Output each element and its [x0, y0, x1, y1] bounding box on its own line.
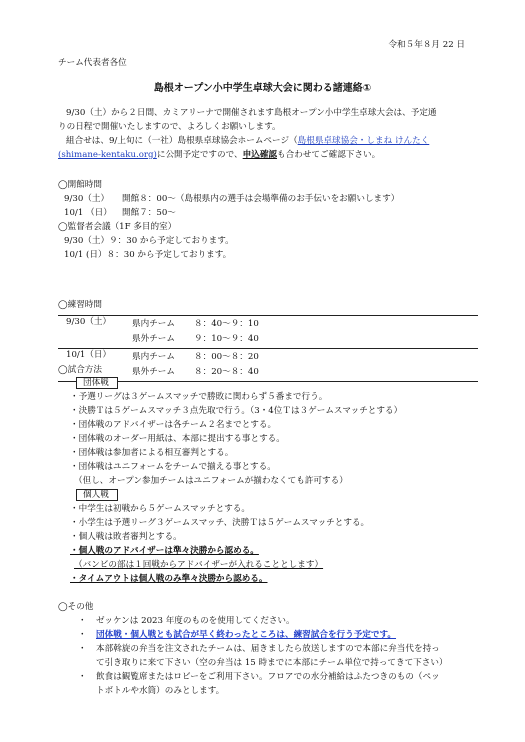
- practice-day: 9/30（土）: [58, 316, 128, 349]
- practice-slot: [132, 350, 474, 365]
- intro-line-4-post: も合わせてご確認下さい。: [277, 150, 381, 160]
- list-item: ・小学生は予選リーグ３ゲームスマッチ、決勝Ｔは５ゲームスマッチとする。: [70, 518, 370, 528]
- practice-slot: [132, 365, 474, 380]
- practice-table: [58, 315, 478, 382]
- practice-time: ８：20～８：40: [194, 367, 259, 377]
- opening-heading: ◯開館時間: [58, 180, 102, 190]
- match-heading: ◯試合方法: [58, 365, 102, 375]
- opening-item: [64, 208, 176, 218]
- table-row: [58, 316, 478, 349]
- opening-item: [64, 194, 399, 204]
- list-item-emphasis: ・個人戦のアドバイザーは準々決勝から認める。: [70, 546, 259, 556]
- kentaku-link[interactable]: 島根県卓球協会・しまね けんたく: [297, 136, 430, 146]
- list-item-note: （バンビの部は１回戦からアドバイザーが入れることとします）: [74, 560, 324, 570]
- individual-match-label: [76, 490, 118, 500]
- meeting-heading: ◯監督者会議（1F 多目的室）: [58, 222, 177, 232]
- other-item-text: トボトルや水筒）のみとします。: [96, 686, 225, 696]
- intro-line-4-mid: に公開予定ですので、: [156, 150, 243, 160]
- opening-text: 開館８：00～（島根県内の選手は会場準備のお手伝いをお願いします）: [122, 194, 400, 204]
- bullet: ・: [78, 672, 87, 682]
- document-date: 令和５年８月 22 日: [388, 40, 465, 50]
- other-item-text: 本部斡旋の弁当を注文されたチームは、届きましたら放送しますので本部に弁当代を持っ: [96, 644, 440, 654]
- practice-slot: [132, 317, 474, 332]
- practice-time: ８：00～８：20: [194, 352, 259, 362]
- practice-heading: ◯練習時間: [58, 300, 102, 310]
- list-item: ・団体戦はユニフォームをチームで揃える事とする。: [70, 462, 276, 472]
- team-match-label-text: 団体戦: [76, 377, 118, 389]
- kentaku-url-link[interactable]: (shimane-kentaku.org): [58, 150, 157, 160]
- meeting-item: 10/1 (日）８：30 から予定しております。: [64, 250, 232, 260]
- practice-team: 県外チーム: [132, 367, 175, 377]
- intro-line-3: [66, 136, 486, 146]
- other-item-text: 飲食は観覧席またはロビーをご利用下さい。フロアでの水分補給はふたつきのもの（ペッ: [96, 672, 440, 682]
- practice-slot: [132, 332, 474, 347]
- bullet: ・: [78, 616, 87, 626]
- list-item: ・団体戦のオーダー用紙は、本部に提出する事とする。: [70, 434, 285, 444]
- list-item: ・中学生は初戦から５ゲームスマッチとする。: [70, 504, 250, 514]
- individual-match-label-text: 個人戦: [76, 489, 118, 501]
- other-heading: ◯その他: [58, 602, 94, 612]
- intro-line-4: [58, 150, 478, 160]
- team-match-label: [76, 378, 118, 388]
- meeting-item: 9/30（土）９：30 から予定しております。: [64, 236, 234, 246]
- other-item-text: て引き取りに来て下さい（空の弁当は 15 時までに本部にチーム単位で持ってきて下さい）: [96, 658, 448, 668]
- document-title: 島根オープン小中学生卓球大会に関わる諸連絡①: [153, 83, 372, 94]
- practice-time: ８：40～９：10: [194, 319, 259, 329]
- list-item: （但し、オープン参加チームはユニフォームが揃わなくても許可する）: [74, 476, 348, 486]
- practice-team: 県外チーム: [132, 334, 175, 344]
- list-item: ・団体戦のアドバイザーは各チーム２名までとする。: [70, 420, 277, 430]
- bullet: ・: [78, 644, 87, 654]
- entry-confirmation: 申込確認: [242, 150, 278, 160]
- bullet: ・: [78, 630, 87, 640]
- practice-team: 県内チーム: [132, 352, 175, 362]
- opening-text: 開館７：50～: [122, 208, 176, 218]
- opening-day: 10/1 （日）: [64, 208, 112, 218]
- addressee: チーム代表者各位: [58, 58, 127, 68]
- table-row: [58, 349, 478, 382]
- other-item-text: 団体戦・個人戦とも試合が早く終わったところは、練習試合を行う予定です。: [96, 630, 397, 640]
- list-item: ・団体戦は参加者による相互審判とする。: [70, 448, 234, 458]
- practice-team: 県内チーム: [132, 319, 175, 329]
- practice-time: ９：10～９：40: [194, 334, 259, 344]
- practice-slots: [128, 316, 478, 349]
- list-item: ・決勝Ｔは５ゲームスマッチ３点先取で行う。（3・4位Ｔは３ゲームスマッチとする）: [70, 406, 403, 416]
- practice-day: 10/1（日）: [58, 349, 128, 382]
- other-item-text: ゼッケンは 2023 年度のものを使用してください。: [96, 616, 295, 626]
- list-item: ・予選リーグは３ゲームスマッチで勝敗に関わらず５番まで行う。: [70, 392, 328, 402]
- intro-line-1: 9/30（土）から２日間、カミアリーナで開催されます島根オープン小中学生卓球大会は、予定通: [66, 108, 437, 118]
- intro-line-3-text: 組合せは、9/上旬に（一社）島根県卓球協会ホームページ（: [66, 136, 298, 146]
- intro-line-2: りの日程で開催いたしますので、よろしくお願いします。: [58, 122, 281, 132]
- opening-day: 9/30（土）: [64, 194, 110, 204]
- list-item: ・個人戦は敗者審判とする。: [70, 532, 182, 542]
- list-item-emphasis: ・タイムアウトは個人戦のみ準々決勝から認める。: [70, 574, 268, 584]
- practice-slots: [128, 349, 478, 382]
